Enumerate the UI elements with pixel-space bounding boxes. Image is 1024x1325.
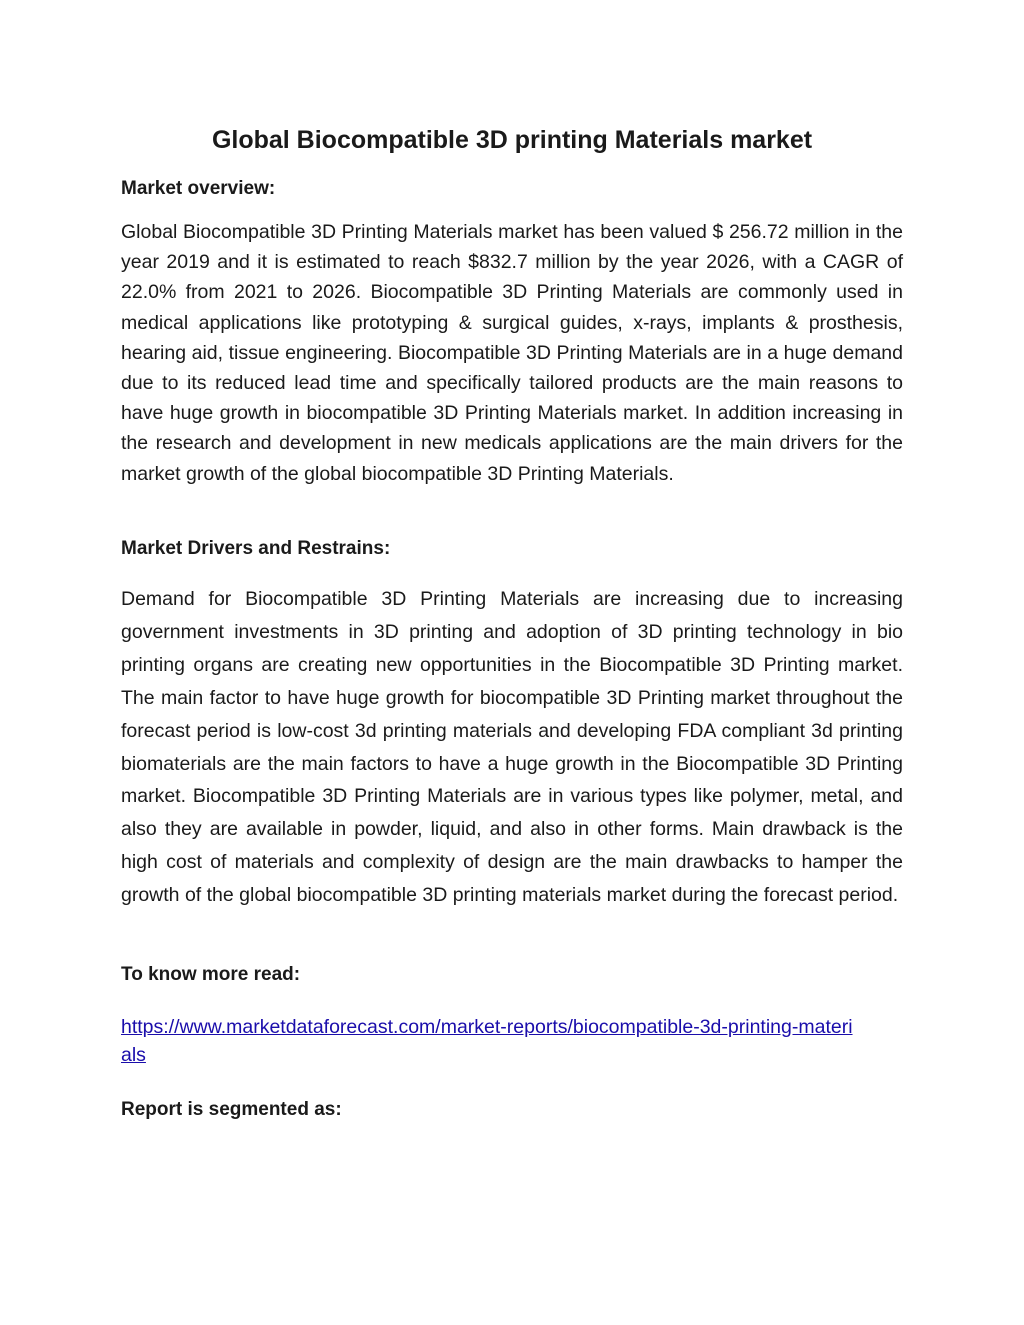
- document-title: Global Biocompatible 3D printing Materials market: [211, 126, 813, 154]
- know-more-heading: To know more read:: [121, 964, 301, 985]
- drivers-paragraph: Demand for Biocompatible 3D Printing Materials are increasing due to increasing government investments in 3D printing and adoption of 3D printing technology in bio printing organs are creating new opportunities in the Biocompatible 3D Printing market. The main factor to have huge growth for biocompatible 3D Printing market throughout the forecast period is low-cost 3d printing materials and developing FDA compliant 3d printing biomaterials are the main factors to have a huge growth in the Biocompatible 3D Printing market. Biocompatible 3D Printing Materials are in various types like polymer, metal, and also they are available in powder, liquid, and also in other forms. Main drawback is the high cost of materials and complexity of design are the main drawbacks to hamper the growth of the global biocompatible 3D printing materials market during the forecast period.: [121, 588, 903, 907]
- overview-heading: Market overview:: [121, 178, 276, 199]
- report-link[interactable]: https://www.marketdataforecast.com/market-reports/biocompatible-3d-printing-materials: [121, 1016, 853, 1066]
- drivers-heading: Market Drivers and Restrains:: [121, 538, 391, 559]
- segments-heading: Report is segmented as:: [121, 1099, 342, 1120]
- overview-paragraph: Global Biocompatible 3D Printing Materials market has been valued $ 256.72 million in the year 2019 and it is estimated to reach $832.7 million by the year 2026, with a CAGR of 22.0% from 2021 to 2026. Biocompatible 3D Printing Materials are commonly used in medical applications like prototyping & surgical guides, x-rays, implants & prosthesis, hearing aid, tissue engineering. Biocompatible 3D Printing Materials are in a huge demand due to its reduced lead time and specifically tailored products are the main reasons to have huge growth in biocompatible 3D Printing Materials market. In addition increasing in the research and development in new medicals applications are the main drivers for the market growth of the global biocompatible 3D Printing Materials.: [121, 221, 903, 485]
